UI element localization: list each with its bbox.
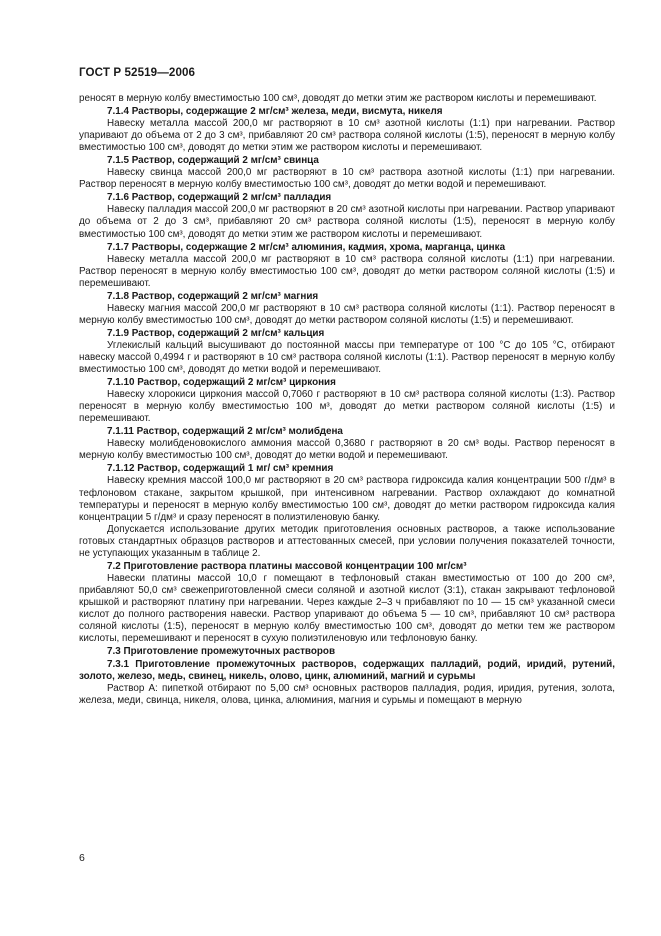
section-heading: 7.1.7 Растворы, содержащие 2 мг/см³ алюминия, кадмия, хрома, марганца, цинка [107,241,506,253]
body-paragraph: Навеску хлорокиси циркония массой 0,7060 г растворяют в 10 см³ раствора соляной кислоты (1:3). Раствор переносят в мерную колбу вместимостью 100 м³, доводят до метки раствором соляной кислоты (1:5) и перемешивают. [79,389,615,425]
body-paragraph: Раствор А: пипеткой отбирают по 5,00 см³ основных растворов палладия, родия, иридия, рутения, золота, железа, меди, свинца, никеля, олова, цинка, алюминия, магния и сурьмы и помещают в мерную [79,683,615,707]
body-paragraph: Навески платины массой 10,0 г помещают в тефлоновый стакан вместимостью от 100 до 200 см³, прибавляют 50,0 см³ свежеприготовленной смеси соляной и азотной кислот (3:1), стакан закрывают тефлоновой крышкой и растворяют платину при нагревании. Через каждые 2–3 ч прибавляют по 10 — 15 см³ указанной смеси кислот до полного растворения навески. Раствор упаривают до объема 5 — 10 см³, прибавляют 10 см³ раствора соляной кислоты (1:5), переносят в мерную колбу вместимостью 100 см³, доводят до метки тем же раствором кислоты, перемешивают и переносят в сухую полиэтиленовую или тефлоновую банку. [79,572,615,645]
body-paragraph: Навеску молибденовокислого аммония массой 0,3680 г растворяют в 20 см³ воды. Раствор переносят в мерную колбу вместимостью 100 см³, доводят до метки водой и перемешивают. [79,438,615,462]
body-paragraph: Навеску палладия массой 200,0 мг растворяют в 20 см³ азотной кислоты при нагревании. Раствор упаривают до объема от 2 до 3 см³, прибавляют 20 см³ раствора соляной кислоты (1:5), переносят в мерную колбу вместимостью 100 см³, доводят до метки этим же раствором кислоты и перемешивают. [79,204,615,240]
body-paragraph: Навеску металла массой 200,0 мг растворяют в 10 см³ азотной кислоты (1:1) при нагревании. Раствор упаривают до объема от 2 до 3 см³, прибавляют 20 см³ раствора соляной кислоты (1:5), переносят в мерную колбу вместимостью 100 см³, доводят до метки этим же раствором кислоты и перемешивают. [79,118,615,154]
section-heading: 7.3.1 Приготовление промежуточных растворов, содержащих палладий, родий, иридий, рутений, золото, железо, медь, свинец, никель, олово, цинк, алюминий, магний и сурьмы [79,659,615,683]
section-heading: 7.1.9 Раствор, содержащий 2 мг/см³ кальция [107,327,325,339]
section-heading: 7.1.8 Раствор, содержащий 2 мг/см³ магния [107,290,319,302]
body-paragraph: Навеску кремния массой 100,0 мг растворяют в 20 см³ раствора гидроксида калия концентрации 500 г/дм³ в тефлоновом стакане, закрытом крышкой, при интенсивном нагревании. Раствор охлаждают до комнатной температуры и переносят в мерную колбу вместимостью 100 см³, доводят до метки раствором гидроксида калия концентрации 5 г/дм³ и сразу переносят в полиэтиленовую банку. [79,475,615,523]
page-number: 6 [79,852,85,864]
section-heading: 7.1.4 Растворы, содержащие 2 мг/см³ железа, меди, висмута, никеля [107,106,443,118]
section-heading: 7.1.11 Раствор, содержащий 2 мг/см³ молибдена [107,426,343,438]
body-paragraph: Углекислый кальций высушивают до постоянной массы при температуре от 100 °С до 105 °С, отбирают навеску массой 0,4994 г и растворяют в 10 см³ раствора соляной кислоты (1:1). Раствор переносят в мерную колбу вместимостью 100 см³, доводят до метки водой и перемешивают. [79,339,615,376]
section-heading: 7.1.10 Раствор, содержащий 2 мг/см³ циркония [107,377,336,389]
section-heading: 7.3 Приготовление промежуточных растворов [107,646,336,658]
body-paragraph: Навеску свинца массой 200,0 мг растворяют в 10 см³ раствора азотной кислоты (1:1) при нагревании. Раствор переносят в мерную колбу вместимостью 100 см³, доводят до метки водой и перемешивают. [79,167,615,191]
document-body [79,93,615,707]
body-paragraph: Навеску металла массой 200,0 мг растворяют в 10 см³ раствора соляной кислоты (1:1) при нагревании. Раствор переносят в мерную колбу вместимостью 100 см³, доводят до метки раствором соляной кислоты (1:5) и перемешивают. [79,253,615,289]
section-heading: 7.1.12 Раствор, содержащий 1 мг/ см³ кремния [107,463,334,475]
section-heading: 7.1.5 Раствор, содержащий 2 мг/см³ свинца [107,155,319,167]
document-code-header: ГОСТ Р 52519—2006 [79,66,196,79]
body-paragraph: Навеску магния массой 200,0 мг растворяют в 10 см³ раствора соляной кислоты (1:1). Раствор переносят в мерную колбу вместимостью 100 см³, доводят до метки раствором соляной кислоты (1:5) и перемешивают. [79,302,615,326]
body-paragraph: реносят в мерную колбу вместимостью 100 см³, доводят до метки этим же раствором кислоты и перемешивают. [79,93,597,104]
section-heading: 7.1.6 Раствор, содержащий 2 мг/см³ палладия [107,192,332,204]
section-heading: 7.2 Приготовление раствора платины массовой концентрации 100 мг/см³ [107,560,467,572]
body-paragraph: Допускается использование других методик приготовления основных растворов, а также использование готовых стандартных образцов растворов и аттестованных смесей, при условии получения показателей точности, не уступающих указанным в таблице 2. [79,523,615,559]
